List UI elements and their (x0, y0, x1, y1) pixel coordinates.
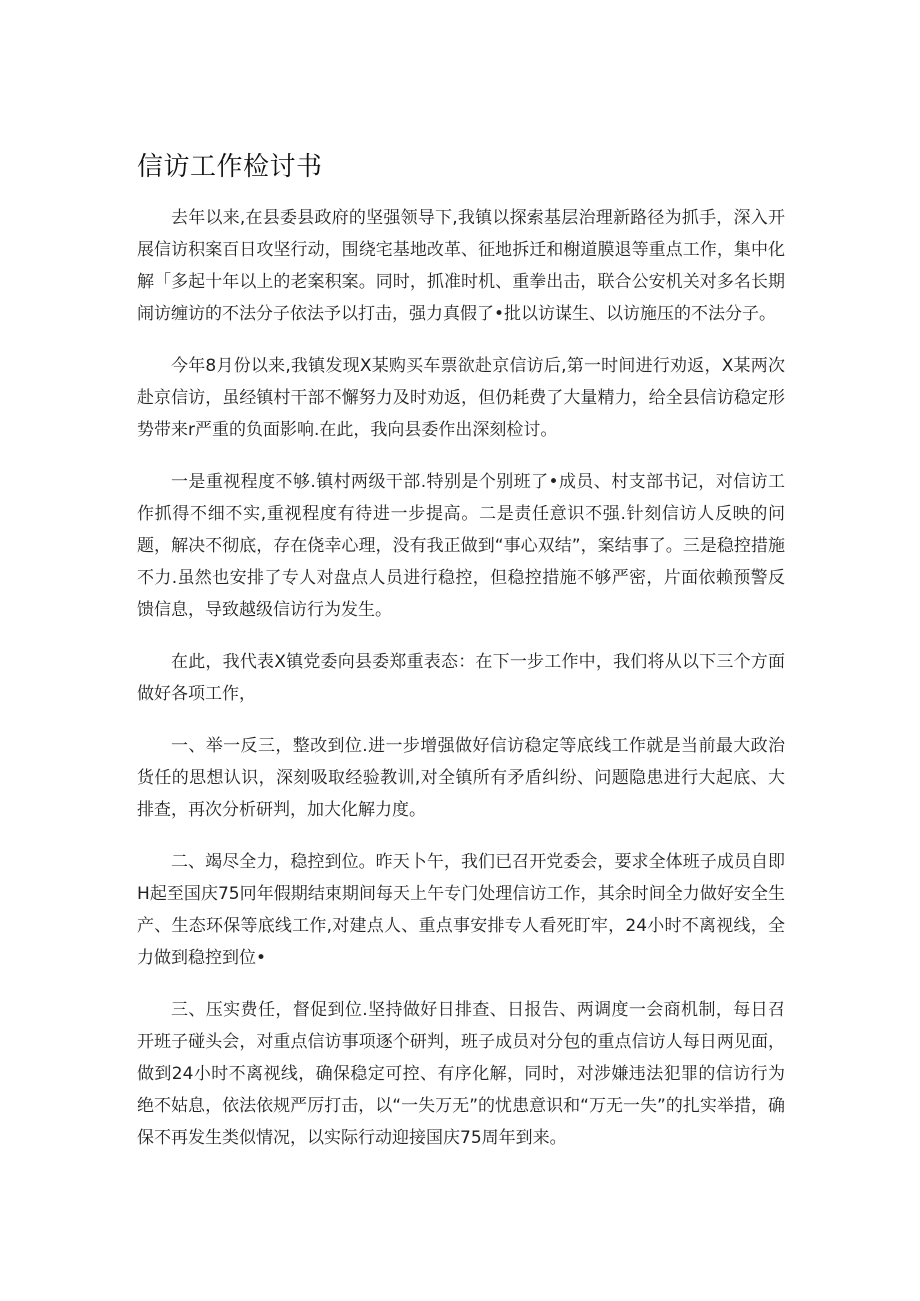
paragraph-measure-1: 一、举一反三，整改到位.进一步增强做好信访稳定等底线工作就是当前最大政治货任的思想认识，深刻吸取经验教训,对全镇所有矛盾纠纷、问题隐患进行大起底、大排查，再次分析研判，加大化解力度。 (137, 736, 785, 820)
paragraph-intro: 去年以来,在县委县政府的坚强领导下,我镇以探索基层治理新路径为抓手，深入开展信访积案百日攻坚行动，围绕宅基地改革、征地拆迁和榭道膜退等重点工作，集中化解「多起十年以上的老案积案。同时，抓准时机、重拳出击，联合公安机关对多名长期闹访缠访的不法分子依法予以打击，强力真假了•批以访谋生、以访施压的不法分子。 (137, 208, 785, 324)
document-body (137, 202, 785, 1174)
paragraph-measure-3: 三、压实费任，督促到位.坚持做好日排查、日报告、两调度一会商机制，每日召开班子碰头会，对重点信访事项逐个研判，班子成员对分包的重点信访人每日两见面，做到24小时不离视线，确保稳定可控、有序化解，同时，对涉嫌违法犯罪的信访行为绝不姑息，依法依规严厉打击，以“一失万无”的忧患意识和“万无一失”的扎实举措，确保不再发生类似情况，以实际行动迎接国庆75周年到来。 (137, 1000, 785, 1148)
document-title: 信访工作检讨书 (137, 152, 323, 182)
paragraph-incident: 今年8月份以来,我镇发现X某购买车票欲赴京信访后,第一时间进行劝返，X某两次赴京信访，虽经镇村干部不懈努力及时劝返，但仍耗费了大量精力，给全县信访稳定形势带来r严重的负面影响.在此，我向县委作出深刻检讨。 (137, 356, 785, 440)
paragraph-problems: 一是重视程度不够.镇村两级干部.特别是个别班了•成员、村支部书记，对信访工作抓得不细不实,重视程度有待进一步提高。二是责任意识不强.针刻信访人反映的问题，解决不彻底，存在侥幸心理，没有我正做到“事心双结”，案结事了。三是稳控措施不力.虽然也安排了专人对盘点人员进行稳控，但稳控措施不够严密，片面依赖预警反馈信息，导致越级信访行为发生。 (137, 472, 785, 620)
paragraph-statement: 在此，我代表X镇党委向县委郑重表态：在下一步工作中，我们将从以下三个方面做好各项工作， (137, 652, 785, 704)
paragraph-measure-2: 二、竭尽全力，稳控到位。昨天卜午，我们已召开党委会，要求全体班子成员自即H起至国庆75冋年假期结束期间每天上午专门处理信访工作，其余时间全力做好安全生产、生态环保等底线工作,对建点人、重点事安排专人看死盯牢，24小时不离视线，全力做到稳控到位• (137, 852, 785, 968)
